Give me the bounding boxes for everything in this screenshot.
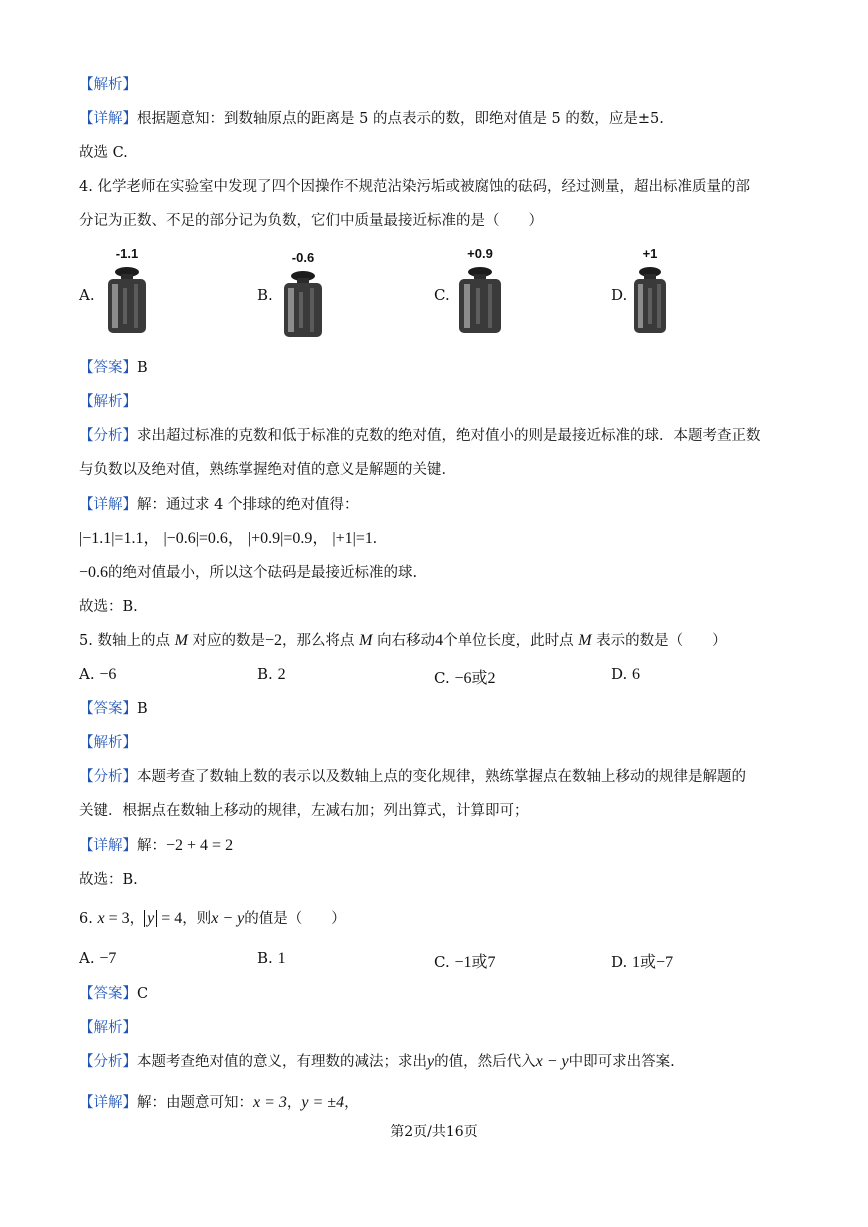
question-5-stem — [79, 631, 727, 651]
stem-text: 的值是（ ） — [244, 911, 346, 927]
stem-text: 表示的数是（ ） — [596, 633, 727, 649]
option-a: A. −6 — [79, 665, 117, 683]
detail-text: 解： — [137, 838, 166, 854]
variable: y — [427, 1053, 435, 1070]
conclusion: 故选：B. — [79, 872, 138, 888]
point-var: M — [174, 632, 188, 649]
detail-tag: 【详解】 — [79, 838, 137, 854]
separator: ， — [344, 1095, 359, 1111]
detail-line — [79, 836, 233, 856]
abs-value: |+1|=1 — [332, 530, 373, 547]
option-c: C. −1或7 — [434, 953, 496, 971]
option-b: B. 2 — [257, 665, 286, 683]
detail-text: 解：通过求 4 个排球的绝对值得： — [137, 497, 359, 513]
stem-text: ，则 — [182, 911, 212, 927]
analysis-tag: 【解析】 — [79, 735, 137, 751]
abs-value: |−1.1|=1.1 — [79, 530, 144, 547]
value: −2 — [265, 632, 283, 649]
min-text: 的绝对值最小，所以这个砝码是最接近标准的球. — [108, 565, 418, 581]
answer-tag: 【答案】 — [79, 360, 137, 376]
fenxi-line — [79, 1052, 675, 1072]
detail-tag: 【详解】 — [79, 497, 137, 513]
answer-value: C — [137, 986, 149, 1002]
weight-label: -1.1 — [115, 246, 139, 261]
point-var: M — [359, 632, 373, 649]
question-4-stem-line2: 分记为正数、不足的部分记为负数，它们中质量最接近标准的是（ ） — [79, 213, 543, 229]
expression: x − y — [535, 1053, 569, 1070]
abs-value: |−0.6|=0.6 — [163, 530, 228, 547]
option-c — [434, 286, 450, 304]
weight-icon — [277, 268, 329, 340]
weight-label: +1 — [642, 246, 658, 261]
stem-text: ，那么将点 — [282, 633, 355, 649]
fenxi-tag: 【分析】 — [79, 769, 137, 785]
result-y: y = ±4 — [301, 1094, 345, 1111]
conclusion: 故选 C. — [79, 145, 128, 161]
stem-text: 5. 数轴上的点 — [79, 633, 170, 649]
fenxi-line2: 关键．根据点在数轴上移动的规律，左减右加；列出算式，计算即可； — [79, 803, 529, 819]
min-value-line — [79, 563, 417, 583]
detail-line — [79, 109, 664, 129]
min-value: −0.6 — [79, 564, 109, 581]
weight-label: -0.6 — [291, 250, 315, 265]
option-d: D. 1或−7 — [611, 953, 674, 971]
result-x: x = 3 — [253, 1094, 287, 1111]
fenxi-tag: 【分析】 — [79, 1054, 137, 1070]
steps: 4 — [435, 632, 444, 649]
fenxi-tag: 【分析】 — [79, 428, 137, 444]
detail-tag: 【详解】 — [79, 111, 137, 127]
answer-value: B — [137, 360, 148, 376]
fenxi-line2: 与负数以及绝对值，熟练掌握绝对值的意义是解题的关键． — [79, 462, 456, 478]
option-c: C. −6或2 — [434, 669, 496, 687]
answer-value: B — [137, 701, 148, 717]
analysis-tag: 【解析】 — [79, 1020, 137, 1036]
abs-values-line — [79, 529, 377, 549]
question-number: 6. — [79, 911, 93, 927]
answer-line — [79, 984, 148, 1004]
option-b: B. 1 — [257, 949, 286, 967]
period: . — [372, 530, 377, 547]
point-var: M — [578, 632, 592, 649]
fenxi-line1 — [79, 426, 761, 446]
condition-1: x = 3 — [97, 910, 130, 927]
option-letter: D. — [611, 286, 628, 304]
fenxi-text: 求出超过标准的克数和低于标准的克数的绝对值，绝对值小的则是最接近标准的球．本题考查正数 — [137, 428, 761, 444]
option-letter: B. — [257, 286, 273, 304]
weight-icon — [454, 264, 506, 336]
option-letter: C. — [434, 286, 450, 304]
detail-text: 根据题意知：到数轴原点的距离是 5 的点表示的数，即绝对值是 5 的数，应是±5. — [137, 111, 664, 127]
question-4-stem-line1: 4. 化学老师在实验室中发现了四个因操作不规范沾染污垢或被腐蚀的砝码，经过测量，超出标准质量的部 — [79, 179, 750, 195]
fenxi-text: 中即可求出答案. — [568, 1054, 675, 1070]
fenxi-text: 的值，然后代入 — [434, 1054, 536, 1070]
abs-value: |+0.9|=0.9 — [247, 530, 313, 547]
question-6-stem — [79, 909, 346, 929]
fenxi-line1 — [79, 767, 746, 787]
stem-text: 向右移动 — [377, 633, 436, 649]
stem-text: 对应的数是 — [192, 633, 265, 649]
answer-tag: 【答案】 — [79, 701, 137, 717]
answer-line — [79, 699, 148, 719]
stem-text: 个单位长度，此时点 — [443, 633, 574, 649]
option-a: A. −7 — [79, 949, 117, 967]
question-6-options — [79, 949, 799, 971]
condition-2: y = 4 — [144, 910, 182, 927]
detail-line — [79, 1093, 359, 1113]
question-5-options — [79, 665, 799, 687]
analysis-tag: 【解析】 — [79, 394, 137, 410]
answer-tag: 【答案】 — [79, 986, 137, 1002]
detail-tag: 【详解】 — [79, 1095, 137, 1111]
separator: ， — [312, 530, 329, 547]
analysis-tag: 【解析】 — [79, 77, 137, 93]
option-a — [79, 286, 95, 304]
separator: ， — [129, 911, 145, 927]
question-4-options — [79, 246, 799, 338]
detail-line — [79, 495, 358, 515]
detail-text: 解：由题意可知： — [137, 1095, 253, 1111]
fenxi-text: 本题考查绝对值的意义，有理数的减法；求出 — [137, 1054, 427, 1070]
separator: ， — [227, 530, 244, 547]
separator: ， — [143, 530, 160, 547]
separator: ， — [286, 1095, 302, 1111]
option-b — [257, 286, 273, 304]
weight-label: +0.9 — [467, 246, 493, 261]
page-footer: 第2页/共16页 — [390, 1124, 478, 1140]
fenxi-text: 本题考查了数轴上数的表示以及数轴上点的变化规律，熟练掌握点在数轴上移动的规律是解题的 — [137, 769, 746, 785]
weight-icon — [101, 264, 153, 336]
expression: x − y — [211, 910, 245, 927]
option-letter: A. — [79, 286, 95, 304]
weight-icon — [624, 264, 676, 336]
option-d: D. 6 — [611, 665, 641, 683]
answer-line — [79, 358, 148, 378]
conclusion: 故选：B. — [79, 599, 138, 615]
equation: −2 + 4 = 2 — [166, 837, 234, 854]
